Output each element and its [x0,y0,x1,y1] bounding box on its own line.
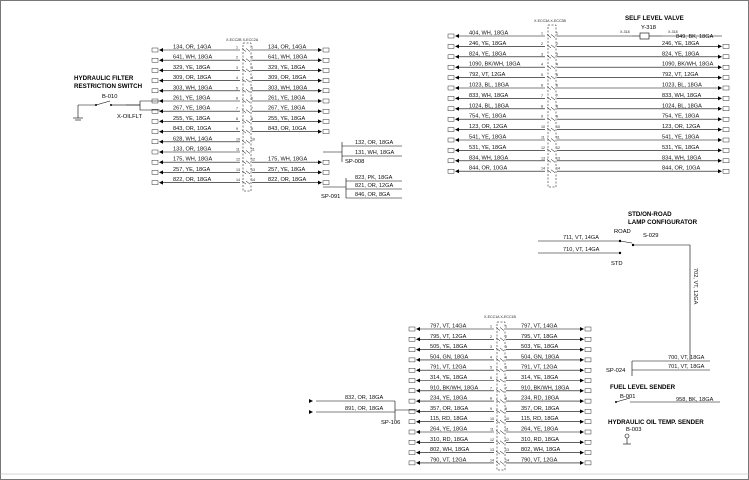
pin-number: 10 [236,137,240,142]
pin-number: 14 [541,166,545,171]
wire-label-left: 261, YE, 18GA [173,95,211,102]
splice-sp024: SP-024 [606,368,626,374]
wire-label-right: 834, WH, 18GA [662,155,702,162]
right-row [448,83,729,91]
wire-label-right: 844, OR, 10GA [662,165,701,172]
wire-label-right: 504, GN, 18GA [521,354,560,361]
wire-702: 702, VT, 12GA [692,268,698,305]
pin-number: 1 [505,324,507,329]
wire-label-left: 802, WH, 18GA [430,447,470,454]
pin-number: 11 [505,427,509,432]
wire-label-left: 234, YE, 18GA [430,395,468,402]
pin-number: 11 [541,135,545,140]
wire-label-right: 267, YE, 18GA [268,105,306,112]
wire-label-right: 257, YE, 18GA [268,166,306,173]
wire-label-left: 134, OR, 14GA [173,44,212,51]
pin-number: 1 [541,31,543,36]
bottom-row [409,344,591,352]
pin-number: 12 [505,437,509,442]
wire-label-left: 844, OR, 10GA [469,165,508,172]
pin-number: 13 [556,156,560,161]
pin-number: 3 [251,65,253,70]
self-level-plug-left: X-318 [620,30,630,34]
wire-label-left: 910, BK/WH, 18GA [430,385,479,392]
bottom-right-splice [606,355,710,376]
hydraulic-filter-plug: X-OILFLT [117,114,143,120]
pin-number: 14 [505,458,509,463]
splice-wire-823: 823, PK, 18GA [355,175,393,181]
pin-number: 1 [556,31,558,36]
wire-label-right: 303, WH, 18GA [268,85,308,92]
pin-number: 9 [505,406,507,411]
wire-label-right: 754, YE, 18GA [662,113,700,120]
right-connector-title: X-ECC3A X-ECC3B [534,19,566,23]
pin-number: 3 [490,345,492,350]
pin-number: 4 [251,76,253,81]
pin-number: 6 [236,96,238,101]
splice-wire-846: 846, OR, 8GA [355,192,391,198]
left-row [152,106,329,114]
pin-number: 2 [505,334,507,339]
pin-number: 8 [541,104,543,109]
wire-891: 891, OR, 18GA [345,406,384,412]
wire-label-right: 792, VT, 12GA [662,72,699,79]
left-row [152,55,329,63]
wire-label-left: 1090, BK/WH, 18GA [469,61,521,68]
wire-label-left: 1024, BL, 18GA [469,103,509,110]
wire-label-right: 910, BK/WH, 18GA [521,385,570,392]
left-row [152,126,329,134]
pin-number: 5 [556,73,558,78]
wire-label-left: 115, RD, 18GA [430,416,468,423]
wire-label-right: 843, OR, 10GA [268,126,307,133]
splice-wire-132: 132, OR, 18GA [355,140,394,146]
splice-sp106: SP-106 [381,420,401,426]
wire-label-right: 1023, BL, 18GA [662,82,702,89]
wire-710: 710, VT, 14GA [563,247,600,253]
wire-label-right: 541, YE, 18GA [662,134,700,141]
pin-number: 7 [236,106,238,111]
pin-number: 12 [490,437,494,442]
wire-label-left: 264, YE, 18GA [430,426,468,433]
pin-number: 11 [556,135,560,140]
pin-number: 6 [490,376,492,380]
splice-wire-821: 821, OR, 12GA [355,183,394,189]
pin-number: 10 [251,137,255,142]
bottom-row [409,354,591,362]
wire-label-right: 822, OR, 18GA [268,177,307,184]
wire-label-left: 754, YE, 18GA [469,113,507,120]
pin-number: 5 [251,86,253,91]
hydraulic-filter-switch [73,75,160,120]
left-row [152,116,329,124]
wire-label-left: 267, YE, 18GA [173,105,211,112]
wire-849: 849, BK, 18GA [676,34,714,40]
wire-label-left: 303, WH, 18GA [173,85,213,92]
std-road-title-2: LAMP CONFIGURATOR [628,219,698,226]
wire-label-right: 314, YE, 18GA [521,375,559,381]
wire-label-left: 133, OR, 18GA [173,146,212,153]
pin-number: 14 [251,178,255,183]
wire-label-right: 795, VT, 18GA [521,333,558,340]
std-road-id: S-029 [643,233,659,239]
fuel-level-title: FUEL LEVEL SENDER [610,384,676,391]
pin-number: 9 [236,127,238,132]
hydraulic-oil-temp-sender [608,419,704,444]
wire-label-right: 791, VT, 12GA [521,364,558,371]
fuel-level-sender [610,384,720,403]
bottom-row [409,416,591,424]
left-connector-housing [243,43,251,191]
wire-label-right: 261, YE, 18GA [268,95,306,102]
wire-label-left: 504, GN, 18GA [430,354,469,361]
right-row [448,155,729,163]
wire-label-left: 824, YE, 18GA [469,51,507,58]
std-road-configurator [538,211,698,360]
pin-number: 12 [236,157,240,162]
wire-label-right: 115, RD, 18GA [521,416,559,423]
pin-number: 11 [490,427,494,432]
pin-number: 10 [490,417,494,422]
left-row [152,136,255,144]
pin-number: 4 [505,355,507,360]
wire-label-left: 404, WH, 18GA [469,30,509,37]
bottom-row [409,406,591,414]
wire-label-left: 314, YE, 18GA [430,375,468,381]
wire-label-right: 1090, BK/WH, 18GA [662,61,714,68]
wire-label-right: 797, VT, 14GA [521,323,558,330]
bottom-row [409,385,591,393]
left-row [152,96,329,104]
pin-number: 5 [541,73,543,78]
bottom-row [409,375,591,383]
bottom-row [409,334,591,342]
pin-number: 13 [541,156,545,161]
splice-sp091: SP-091 [321,194,341,200]
left-row [152,75,329,83]
wire-label-right: 1024, BL, 18GA [662,103,702,110]
wire-label-left: 505, YE, 18GA [430,344,468,351]
right-row [448,145,729,153]
wire-label-left: 833, WH, 18GA [469,92,509,99]
bottom-row [409,396,591,404]
wire-label-left: 541, YE, 18GA [469,134,507,141]
right-row [448,114,729,122]
pin-number: 3 [236,65,238,70]
right-row [448,31,558,39]
splice-sp008: SP-008 [345,159,365,165]
wire-label-right: 234, RD, 18GA [521,395,559,402]
wire-label-left: 357, OR, 18GA [430,405,469,412]
self-level-valve-title: SELF LEVEL VALVE [625,15,684,22]
wire-label-right: 833, WH, 18GA [662,92,702,99]
pin-number: 4 [490,355,492,360]
right-row [448,166,729,174]
self-level-valve-coil [640,33,649,39]
right-row [448,41,729,49]
wire-label-left: 310, RD, 18GA [430,436,468,443]
pin-number: 2 [556,41,558,46]
wire-label-right: 641, WH, 18GA [268,54,308,61]
right-row [448,124,729,132]
wire-label-right: 175, WH, 18GA [268,156,308,163]
left-wire-rows [152,45,329,185]
pin-number: 13 [236,167,240,172]
left-row [152,45,329,53]
wire-label-right: 123, OR, 12GA [662,124,701,131]
pin-number: 14 [236,178,240,183]
pin-number: 13 [505,448,509,453]
left-row [152,85,329,93]
wire-958: 958, BK, 18GA [676,397,714,403]
pin-number: 4 [541,62,543,67]
pin-number: 6 [505,376,507,380]
bottom-connector-title: X-ECC1A X-ECC1B [484,315,516,319]
wire-label-left: 797, VT, 14GA [430,323,467,330]
pin-number: 9 [251,127,253,132]
left-row [152,147,255,155]
wire-label-left: 257, YE, 18GA [173,166,211,173]
pin-number: 1 [251,45,253,50]
wire-700: 700, VT, 18GA [668,355,705,361]
wire-label-left: 175, WH, 18GA [173,156,213,163]
pin-number: 6 [556,83,558,88]
wire-label-left: 822, OR, 18GA [173,177,212,184]
fuel-level-id: B-001 [620,394,636,400]
wire-label-right: 503, YE, 18GA [521,344,559,351]
pin-number: 13 [490,448,494,453]
right-row [448,62,729,70]
wire-label-left: 1023, BL, 18GA [469,82,509,89]
left-row [152,157,329,165]
wire-label-right: 790, VT, 12GA [521,457,558,464]
bottom-connector-housing [497,322,505,470]
hydraulic-filter-title-2: RESTRICTION SWITCH [74,83,143,90]
pin-number: 9 [541,114,543,119]
right-row [448,72,729,80]
pin-number: 5 [505,365,507,370]
pin-number: 4 [556,62,558,67]
self-level-valve [620,15,722,40]
left-splices [321,140,402,200]
pin-number: 3 [541,52,543,57]
bottom-row [409,437,591,445]
wire-label-right: 134, OR, 14GA [268,44,307,51]
wire-label-left: 790, VT, 12GA [430,457,467,464]
wire-label-left: 843, OR, 10GA [173,126,212,133]
wire-label-left: 309, OR, 18GA [173,75,212,82]
pin-number: 7 [505,386,507,391]
pin-number: 2 [541,41,543,46]
wire-label-right: 255, YE, 18GA [268,115,306,122]
left-row [152,167,329,175]
pin-number: 10 [505,417,509,422]
wire-label-right: 310, RD, 18GA [521,436,559,443]
wire-label-right: 531, YE, 18GA [662,144,700,151]
pin-number: 12 [556,145,560,150]
right-row [448,103,729,111]
bottom-row [409,324,591,332]
splice-wire-131: 131, WH, 18GA [355,150,395,156]
wire-701: 701, VT, 18GA [668,364,705,370]
bottom-row [409,427,591,435]
pin-number: 7 [556,93,558,98]
wire-label-right: 246, YE, 18GA [662,40,700,47]
pin-number: 7 [490,386,492,391]
pin-number: 3 [556,52,558,57]
wire-label-left: 531, YE, 18GA [469,144,507,151]
pin-number: 9 [490,406,492,411]
wire-label-left: 246, YE, 18GA [469,40,507,47]
left-connector-title: X-ECC2B X-ECC2A [226,38,259,42]
wire-label-left: 834, WH, 18GA [469,155,509,162]
pin-number: 6 [251,96,253,101]
pin-number: 13 [251,167,255,172]
std-road-title-1: STD/ON-ROAD [628,211,672,218]
wire-label-left: 628, WH, 14GA [173,136,213,143]
wire-label-right: 329, YE, 18GA [268,64,306,71]
pin-number: 2 [251,55,253,60]
pin-number: 9 [556,114,558,119]
right-row [448,93,729,101]
wire-832: 832, OR, 18GA [345,395,384,401]
pin-number: 2 [490,334,492,339]
self-level-plug-right: X-318 [668,30,678,34]
wire-711: 711, VT, 14GA [563,235,599,241]
wire-label-left: 792, VT, 12GA [469,72,506,79]
pin-number: 7 [251,106,253,111]
pin-number: 14 [490,458,494,463]
pin-number: 11 [236,147,240,152]
wire-label-left: 329, YE, 18GA [173,64,211,71]
pin-number: 8 [236,116,238,121]
pin-number: 1 [490,324,492,329]
pin-number: 5 [236,86,238,91]
std-road-label-std: STD [611,261,623,267]
pin-number: 1 [236,45,238,50]
self-level-valve-id: Y-318 [641,25,656,31]
pin-number: 8 [505,396,507,401]
pin-number: 7 [541,93,543,98]
wire-label-left: 255, YE, 18GA [173,115,211,122]
pin-number: 12 [541,145,545,150]
right-connector-housing [548,25,556,187]
left-row [152,65,329,73]
pin-number: 10 [556,125,560,130]
right-wire-rows [448,31,729,174]
pin-number: 8 [556,104,558,109]
pin-number: 11 [251,147,255,152]
bottom-left-splice [309,395,417,426]
oil-temp-title: HYDRAULIC OIL TEMP. SENDER [608,419,704,426]
bottom-row [409,447,591,455]
right-row [448,51,729,59]
hydraulic-filter-id: B-010 [102,94,118,100]
wire-label-right: 264, YE, 18GA [521,426,559,433]
bottom-row [409,365,591,373]
pin-number: 3 [505,345,507,350]
bottom-wire-rows [409,324,591,465]
pin-number: 8 [251,116,253,121]
pin-number: 6 [541,83,543,88]
wire-label-left: 795, VT, 12GA [430,333,467,340]
wire-label-left: 641, WH, 18GA [173,54,213,61]
pin-number: 4 [236,76,238,81]
pin-number: 8 [490,396,492,401]
wire-label-right: 357, OR, 18GA [521,405,560,412]
pin-number: 14 [556,166,560,171]
pin-number: 5 [490,365,492,370]
wire-label-left: 123, OR, 12GA [469,124,508,131]
wire-label-right: 824, YE, 18GA [662,51,700,58]
wire-label-right: 309, OR, 18GA [268,75,307,82]
wire-label-right: 802, WH, 18GA [521,447,561,454]
pin-number: 2 [236,55,238,60]
oil-temp-id: B-003 [626,427,642,433]
std-road-label-road: ROAD [614,229,631,235]
bottom-row [409,457,591,465]
wire-label-left: 791, VT, 12GA [430,364,467,371]
left-row [152,177,329,185]
pin-number: 10 [541,125,545,130]
right-row [448,135,729,143]
pin-number: 12 [251,157,255,162]
hydraulic-filter-title-1: HYDRAULIC FILTER [74,75,134,82]
